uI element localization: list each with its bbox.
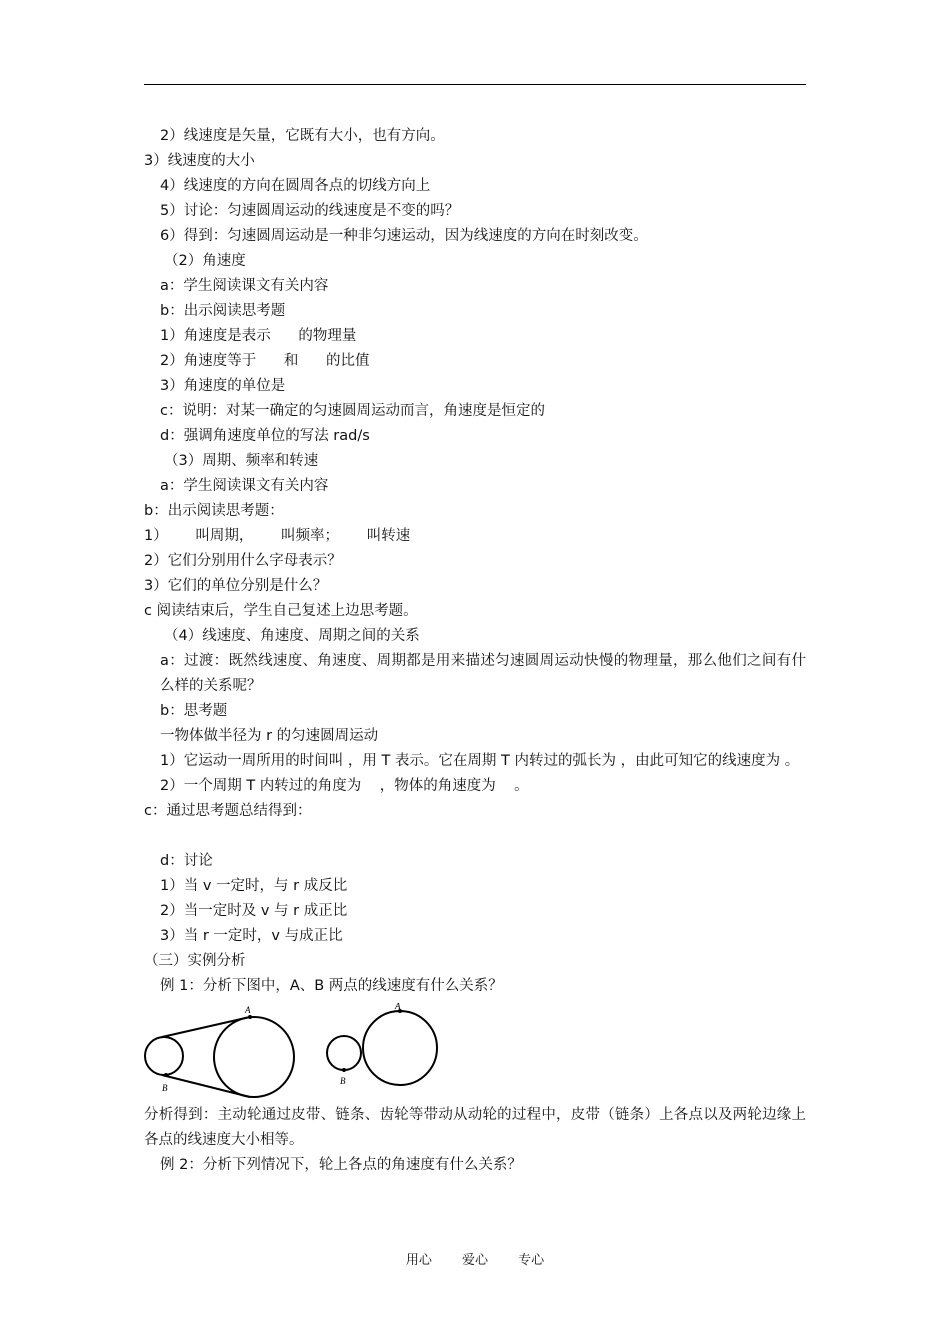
label-b: B <box>340 1076 346 1086</box>
text-line: 5）讨论：匀速圆周运动的线速度是不变的吗？ <box>160 203 460 219</box>
footer-text: 用心 <box>405 1253 432 1268</box>
point-b-marker <box>342 1068 346 1072</box>
text-line: 4）线速度的方向在圆周各点的切线方向上 <box>160 178 431 194</box>
text-line: c 阅读结束后，学生自己复述上边思考题。 <box>144 603 418 619</box>
large-gear <box>363 1011 437 1085</box>
document-body <box>144 124 806 1178</box>
text-line: b：出示阅读思考题 <box>160 303 286 319</box>
paragraph: a：过渡：既然线速度、角速度、周期都是用来描述匀速圆周运动快慢的物理量，那么他们之间有什么样的关系呢？ <box>160 653 806 694</box>
point-a-marker <box>248 1015 252 1019</box>
text-line: c：说明：对某一确定的匀速圆周运动而言，角速度是恒定的 <box>160 403 545 419</box>
page-footer <box>0 1249 950 1268</box>
header-rule <box>144 84 806 85</box>
section-heading: （2）角速度 <box>164 253 246 269</box>
footer-text: 爱心 <box>461 1253 488 1268</box>
text-line: 2）一个周期 T 内转过的角度为 ，物体的角速度为 。 <box>160 778 529 794</box>
text-line: 6）得到：匀速圆周运动是一种非匀速运动，因为线速度的方向在时刻改变。 <box>160 228 648 244</box>
pulley-diagram <box>144 1003 444 1099</box>
text-line: 1）当 v 一定时，与 r 成反比 <box>160 878 348 894</box>
text-line: 2）角速度等于 和 的比值 <box>160 353 370 369</box>
section-heading: （3）周期、频率和转速 <box>164 453 319 469</box>
text-line: 2）线速度是矢量，它既有大小，也有方向。 <box>160 128 445 144</box>
footer-text: 专心 <box>518 1253 545 1268</box>
text-line: a：学生阅读课文有关内容 <box>160 278 329 294</box>
label-a: A <box>245 1005 251 1015</box>
text-line: b：思考题 <box>160 703 228 719</box>
point-b-marker <box>164 1073 168 1077</box>
pulley-figure <box>144 1003 806 1099</box>
label-b: B <box>162 1083 168 1093</box>
large-wheel <box>214 1017 294 1097</box>
text-line: d：讨论 <box>160 853 213 869</box>
text-line: b：出示阅读思考题： <box>144 503 284 519</box>
section-heading: （三）实例分析 <box>144 953 246 969</box>
paragraph: 分析得到：主动轮通过皮带、链条、齿轮等带动从动轮的过程中，皮带（链条）上各点以及两轮边缘上各点的线速度大小相等。 <box>144 1107 806 1148</box>
text-line: 一物体做半径为 r 的匀速圆周运动 <box>160 728 379 744</box>
text-line: 3）它们的单位分别是什么？ <box>144 578 328 594</box>
text-line: d：强调角速度单位的写法 rad/s <box>160 428 370 444</box>
text-line: a：学生阅读课文有关内容 <box>160 478 329 494</box>
text-line: 2）当一定时及 v 与 r 成正比 <box>160 903 348 919</box>
text-line: 2）它们分别用什么字母表示？ <box>144 553 342 569</box>
small-gear <box>327 1036 361 1070</box>
text-line: 1）角速度是表示 的物理量 <box>160 328 357 344</box>
text-line: 3）当 r 一定时，v 与成正比 <box>160 928 343 944</box>
belt-bottom <box>162 1075 250 1097</box>
small-wheel <box>145 1037 183 1075</box>
paragraph: 1）它运动一周所用的时间叫 ，用 T 表示。它在周期 T 内转过的弧长为 ，由此可知它的线速度为 。 <box>160 753 800 769</box>
text-line: 例 2：分析下列情况下，轮上各点的角速度有什么关系？ <box>160 1157 522 1173</box>
text-line: 3）角速度的单位是 <box>160 378 286 394</box>
belt-top <box>162 1017 250 1037</box>
text-line: 3）线速度的大小 <box>144 153 255 169</box>
label-a: A <box>395 1003 401 1011</box>
text-line: 例 1：分析下图中，A、B 两点的线速度有什么关系？ <box>160 978 503 994</box>
formula-blank <box>144 824 806 849</box>
text-line: c：通过思考题总结得到： <box>144 803 312 819</box>
section-heading: （4）线速度、角速度、周期之间的关系 <box>164 628 420 644</box>
text-line: 1） 叫周期， 叫频率； 叫转速 <box>144 528 411 544</box>
